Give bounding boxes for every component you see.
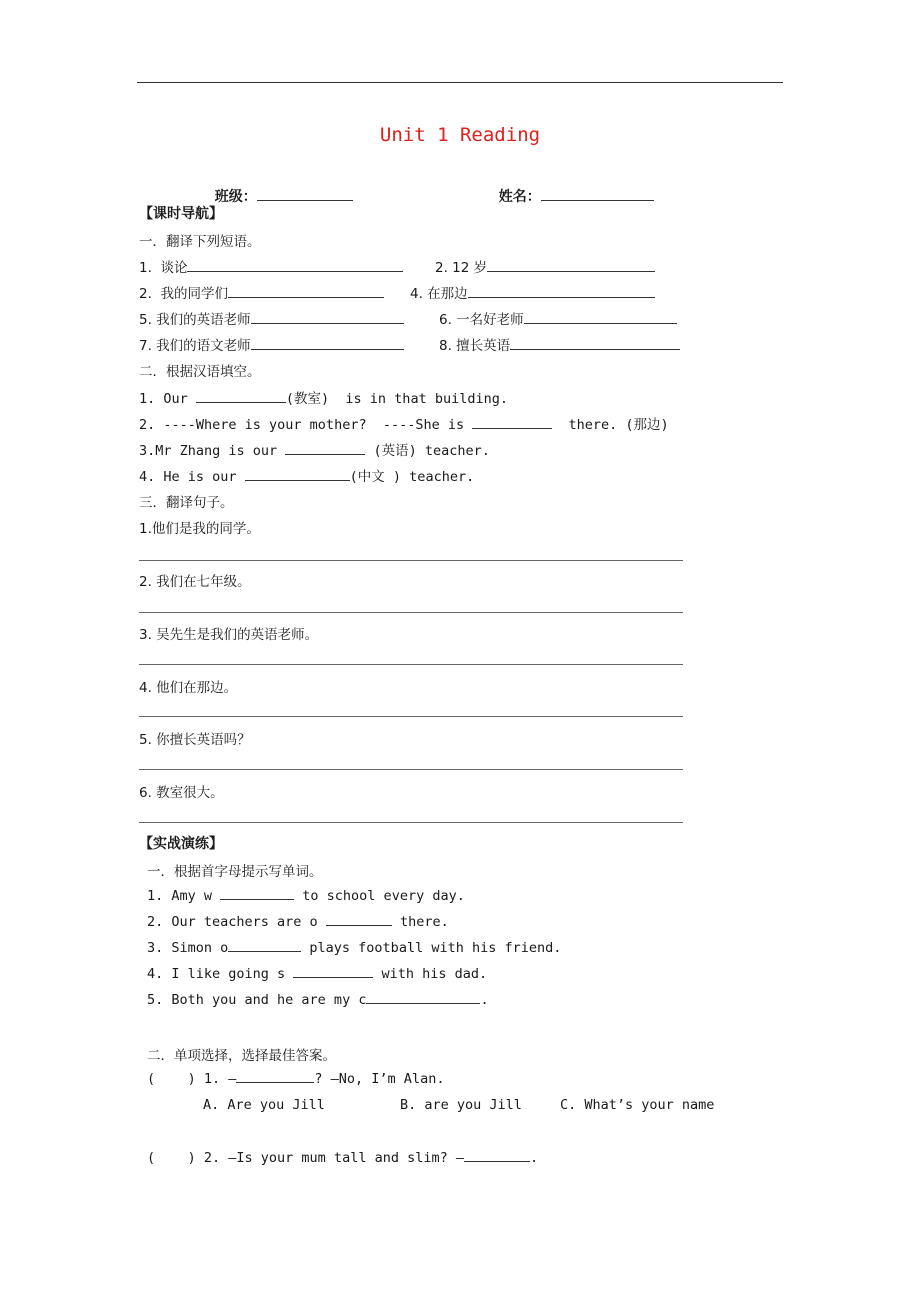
sentence-item: 3. 吴先生是我们的英语老师。 [139,627,319,643]
part-heading: 一．翻译下列短语。 [139,234,261,250]
mc-question: ( ) 1. — ? —No, I’m Alan. [147,1071,445,1087]
class-field [205,170,353,206]
section-heading: 【课时导航】 [139,206,223,222]
mc-option-c[interactable]: C. What’s your name [560,1097,715,1113]
answer-blank[interactable] [220,887,294,900]
word-item: 3. Simon o plays football with his friend. [147,940,562,956]
section-heading: 【实战演练】 [139,836,223,852]
answer-blank[interactable] [187,259,403,272]
part-heading: 一．根据首字母提示写单词。 [147,864,323,880]
answer-line[interactable] [139,716,683,717]
phrase-item: 1. 谈论 [139,256,403,276]
fill-item: 2. ----Where is your mother? ----She is there. (那边) [139,417,669,433]
part-heading: 三．翻译句子。 [139,495,234,511]
answer-blank[interactable] [487,259,655,272]
answer-blank[interactable] [510,337,680,350]
answer-line[interactable] [139,560,683,561]
answer-blank[interactable] [228,939,301,952]
answer-line[interactable] [139,822,683,823]
answer-blank[interactable] [326,913,392,926]
name-field [489,170,654,206]
phrase-item: 7. 我们的语文老师 [139,334,404,354]
answer-blank[interactable] [293,965,373,978]
answer-blank[interactable] [464,1149,530,1162]
page-title: Unit 1 Reading [379,124,541,146]
name-blank[interactable] [541,188,654,201]
word-item: 1. Amy w to school every day. [147,888,465,904]
sentence-item: 6. 教室很大。 [139,785,224,801]
fill-item: 4. He is our (中文 ) teacher. [139,469,475,485]
phrase-item: 5. 我们的英语老师 [139,308,404,328]
answer-blank[interactable] [251,311,404,324]
sentence-item: 5. 你擅长英语吗？ [139,732,251,748]
answer-line[interactable] [139,769,683,770]
mc-option-a[interactable]: A. Are you Jill [203,1097,325,1113]
answer-blank[interactable] [468,285,655,298]
class-blank[interactable] [257,188,353,201]
answer-line[interactable] [139,612,683,613]
sentence-item: 2. 我们在七年级。 [139,574,251,590]
phrase-item: 4. 在那边 [410,282,655,302]
answer-blank[interactable] [228,285,384,298]
answer-blank[interactable] [236,1070,314,1083]
sentence-item: 4. 他们在那边。 [139,680,238,696]
part-heading: 二．根据汉语填空。 [139,364,261,380]
answer-blank[interactable] [472,416,552,429]
mc-option-b[interactable]: B. are you Jill [400,1097,522,1113]
phrase-item: 8. 擅长英语 [439,334,680,354]
word-item: 2. Our teachers are o there. [147,914,449,930]
answer-line[interactable] [139,664,683,665]
answer-blank[interactable] [245,468,350,481]
mc-question: ( ) 2. —Is your mum tall and slim? — . [147,1150,539,1166]
top-rule [137,82,783,83]
name-label: 姓名： [498,189,541,205]
answer-blank[interactable] [524,311,677,324]
answer-blank[interactable] [251,337,404,350]
fill-item: 3.Mr Zhang is our (英语) teacher. [139,443,490,459]
answer-blank[interactable] [285,442,365,455]
phrase-item: 2. 我的同学们 [139,282,384,302]
word-item: 4. I like going s with his dad. [147,966,488,982]
answer-blank[interactable] [196,390,286,403]
fill-item: 1. Our (教室) is in that building. [139,391,508,407]
word-item: 5. Both you and he are my c . [147,992,489,1008]
phrase-item: 2. 12 岁 [435,256,655,276]
phrase-item: 6. 一名好老师 [439,308,677,328]
class-label: 班级： [214,189,257,205]
part-heading: 二．单项选择，选择最佳答案。 [147,1048,336,1064]
sentence-item: 1.他们是我的同学。 [139,521,260,537]
answer-blank[interactable] [366,991,480,1004]
